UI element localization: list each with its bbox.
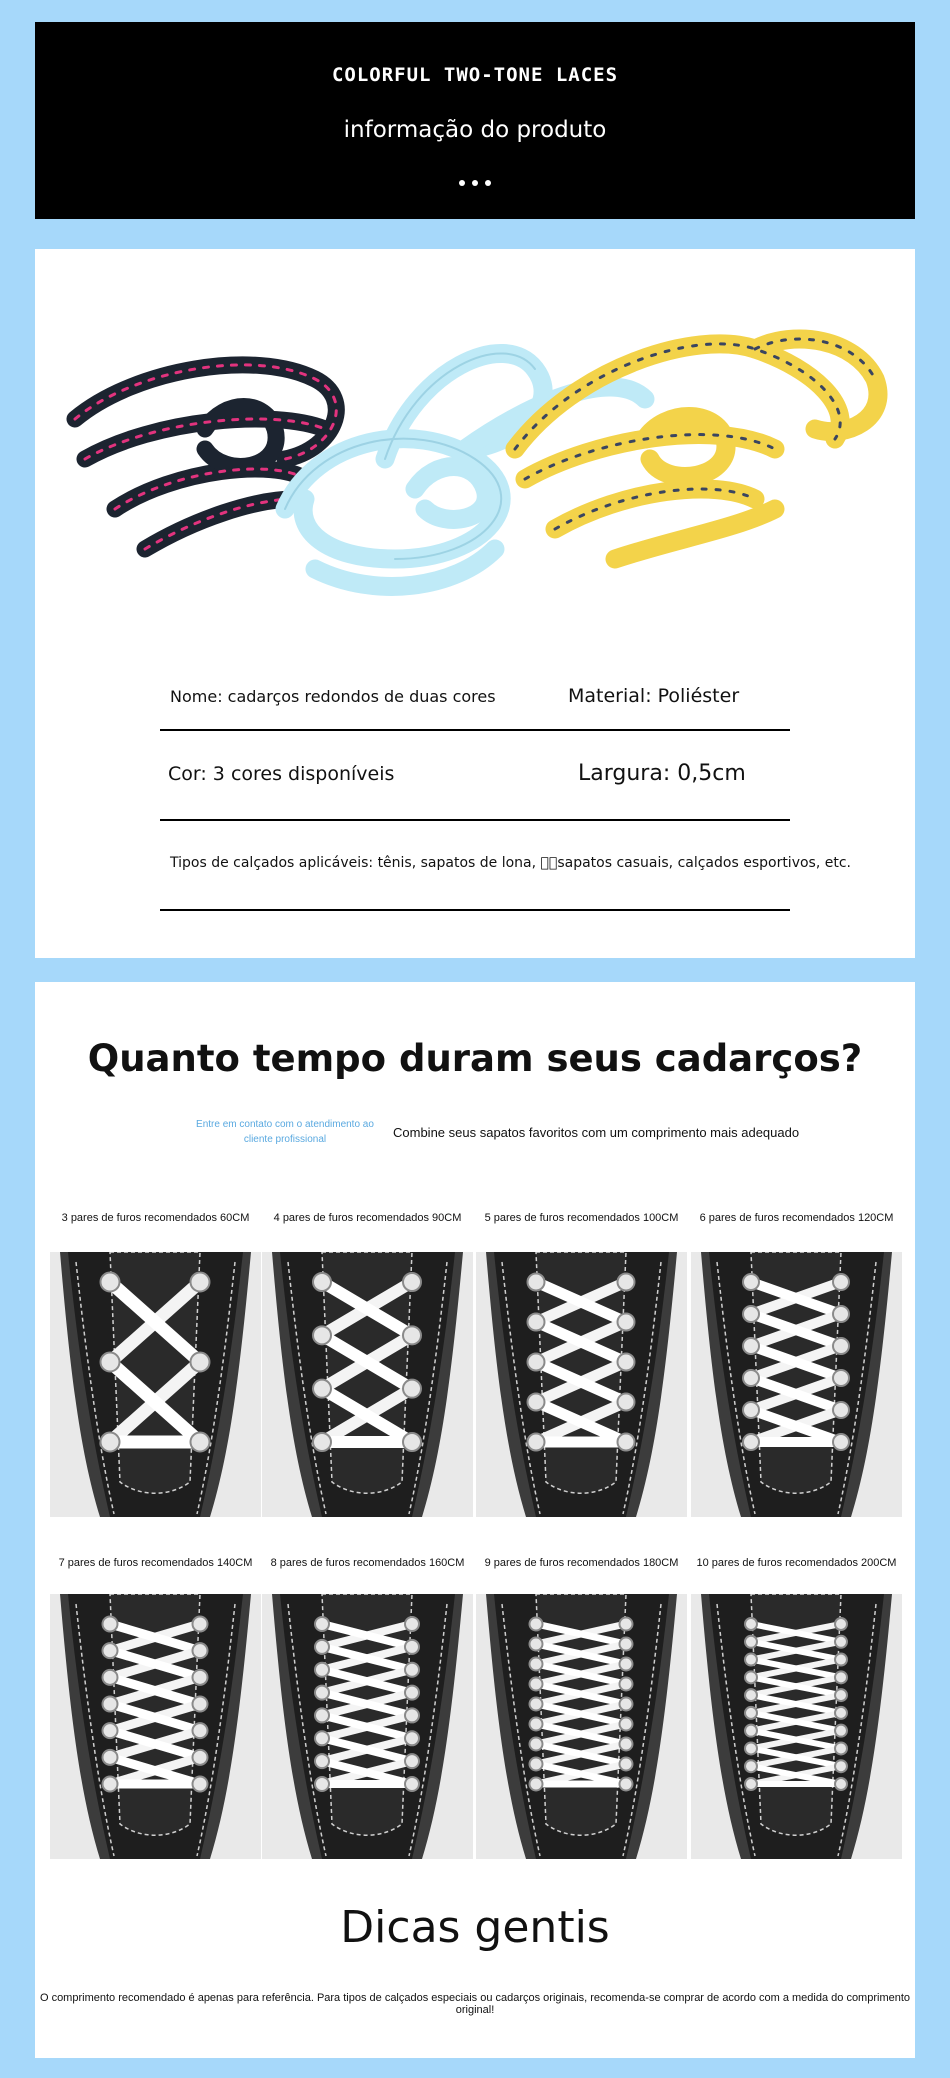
contact-service-link[interactable]: Entre em contato com o atendimento ao cliente profissional <box>196 1119 374 1145</box>
tips-text: O comprimento recomendado é apenas para referência. Para tipos de calçados especiais ou cadarços originais, recomenda-se comprar de acordo com a medida do comprimento original! <box>39 1992 911 2016</box>
length-label: 5 pares de furos recomendados 100CM <box>484 1212 679 1224</box>
length-label: 4 pares de furos recomendados 90CM <box>273 1212 462 1224</box>
shoe-lacing-diagram <box>262 1252 473 1517</box>
length-label: 8 pares de furos recomendados 160CM <box>270 1557 465 1569</box>
length-label: 3 pares de furos recomendados 60CM <box>61 1212 250 1224</box>
spec-material: Material: Poliéster <box>568 685 740 707</box>
length-label: 7 pares de furos recomendados 140CM <box>58 1557 253 1569</box>
length-guide-panel <box>35 982 915 2058</box>
guide-tagline: Combine seus sapatos favoritos com um comprimento mais adequado <box>393 1125 800 1140</box>
dots-decoration <box>35 180 915 186</box>
spec-types: Tipos de calçados aplicáveis: tênis, sapatos de lona,   sapatos casuais, calçados esportivos, etc. <box>170 855 851 871</box>
length-label: 9 pares de furos recomendados 180CM <box>484 1557 679 1569</box>
shoe-lacing-diagram <box>476 1252 687 1517</box>
laces-photo-icon <box>55 309 900 614</box>
shoe-lacing-diagram <box>262 1594 473 1859</box>
spec-color: Cor: 3 cores disponíveis <box>168 763 395 785</box>
shoe-lacing-diagram <box>476 1594 687 1859</box>
spec-row-3 <box>160 819 851 911</box>
banner-subtitle: informação do produto <box>343 117 607 143</box>
banner-title: COLORFUL TWO-TONE LACES <box>331 64 619 86</box>
shoe-lacing-diagram <box>691 1594 902 1859</box>
product-info-panel <box>35 249 915 958</box>
spec-width: Largura: 0,5cm <box>578 761 746 786</box>
guide-title: Quanto tempo duram seus cadarços? <box>87 1037 863 1080</box>
shoe-lacing-diagram <box>50 1252 261 1517</box>
tips-title: Dicas gentis <box>340 1902 610 1953</box>
spec-row-2 <box>160 729 790 821</box>
length-label: 6 pares de furos recomendados 120CM <box>699 1212 894 1224</box>
spec-row-1 <box>160 677 790 731</box>
shoe-lacing-diagram <box>50 1594 261 1859</box>
length-label: 10 pares de furos recomendados 200CM <box>696 1557 897 1569</box>
shoe-lacing-diagram <box>691 1252 902 1517</box>
header-banner <box>35 22 915 219</box>
spec-name: Nome: cadarços redondos de duas cores <box>170 687 496 706</box>
